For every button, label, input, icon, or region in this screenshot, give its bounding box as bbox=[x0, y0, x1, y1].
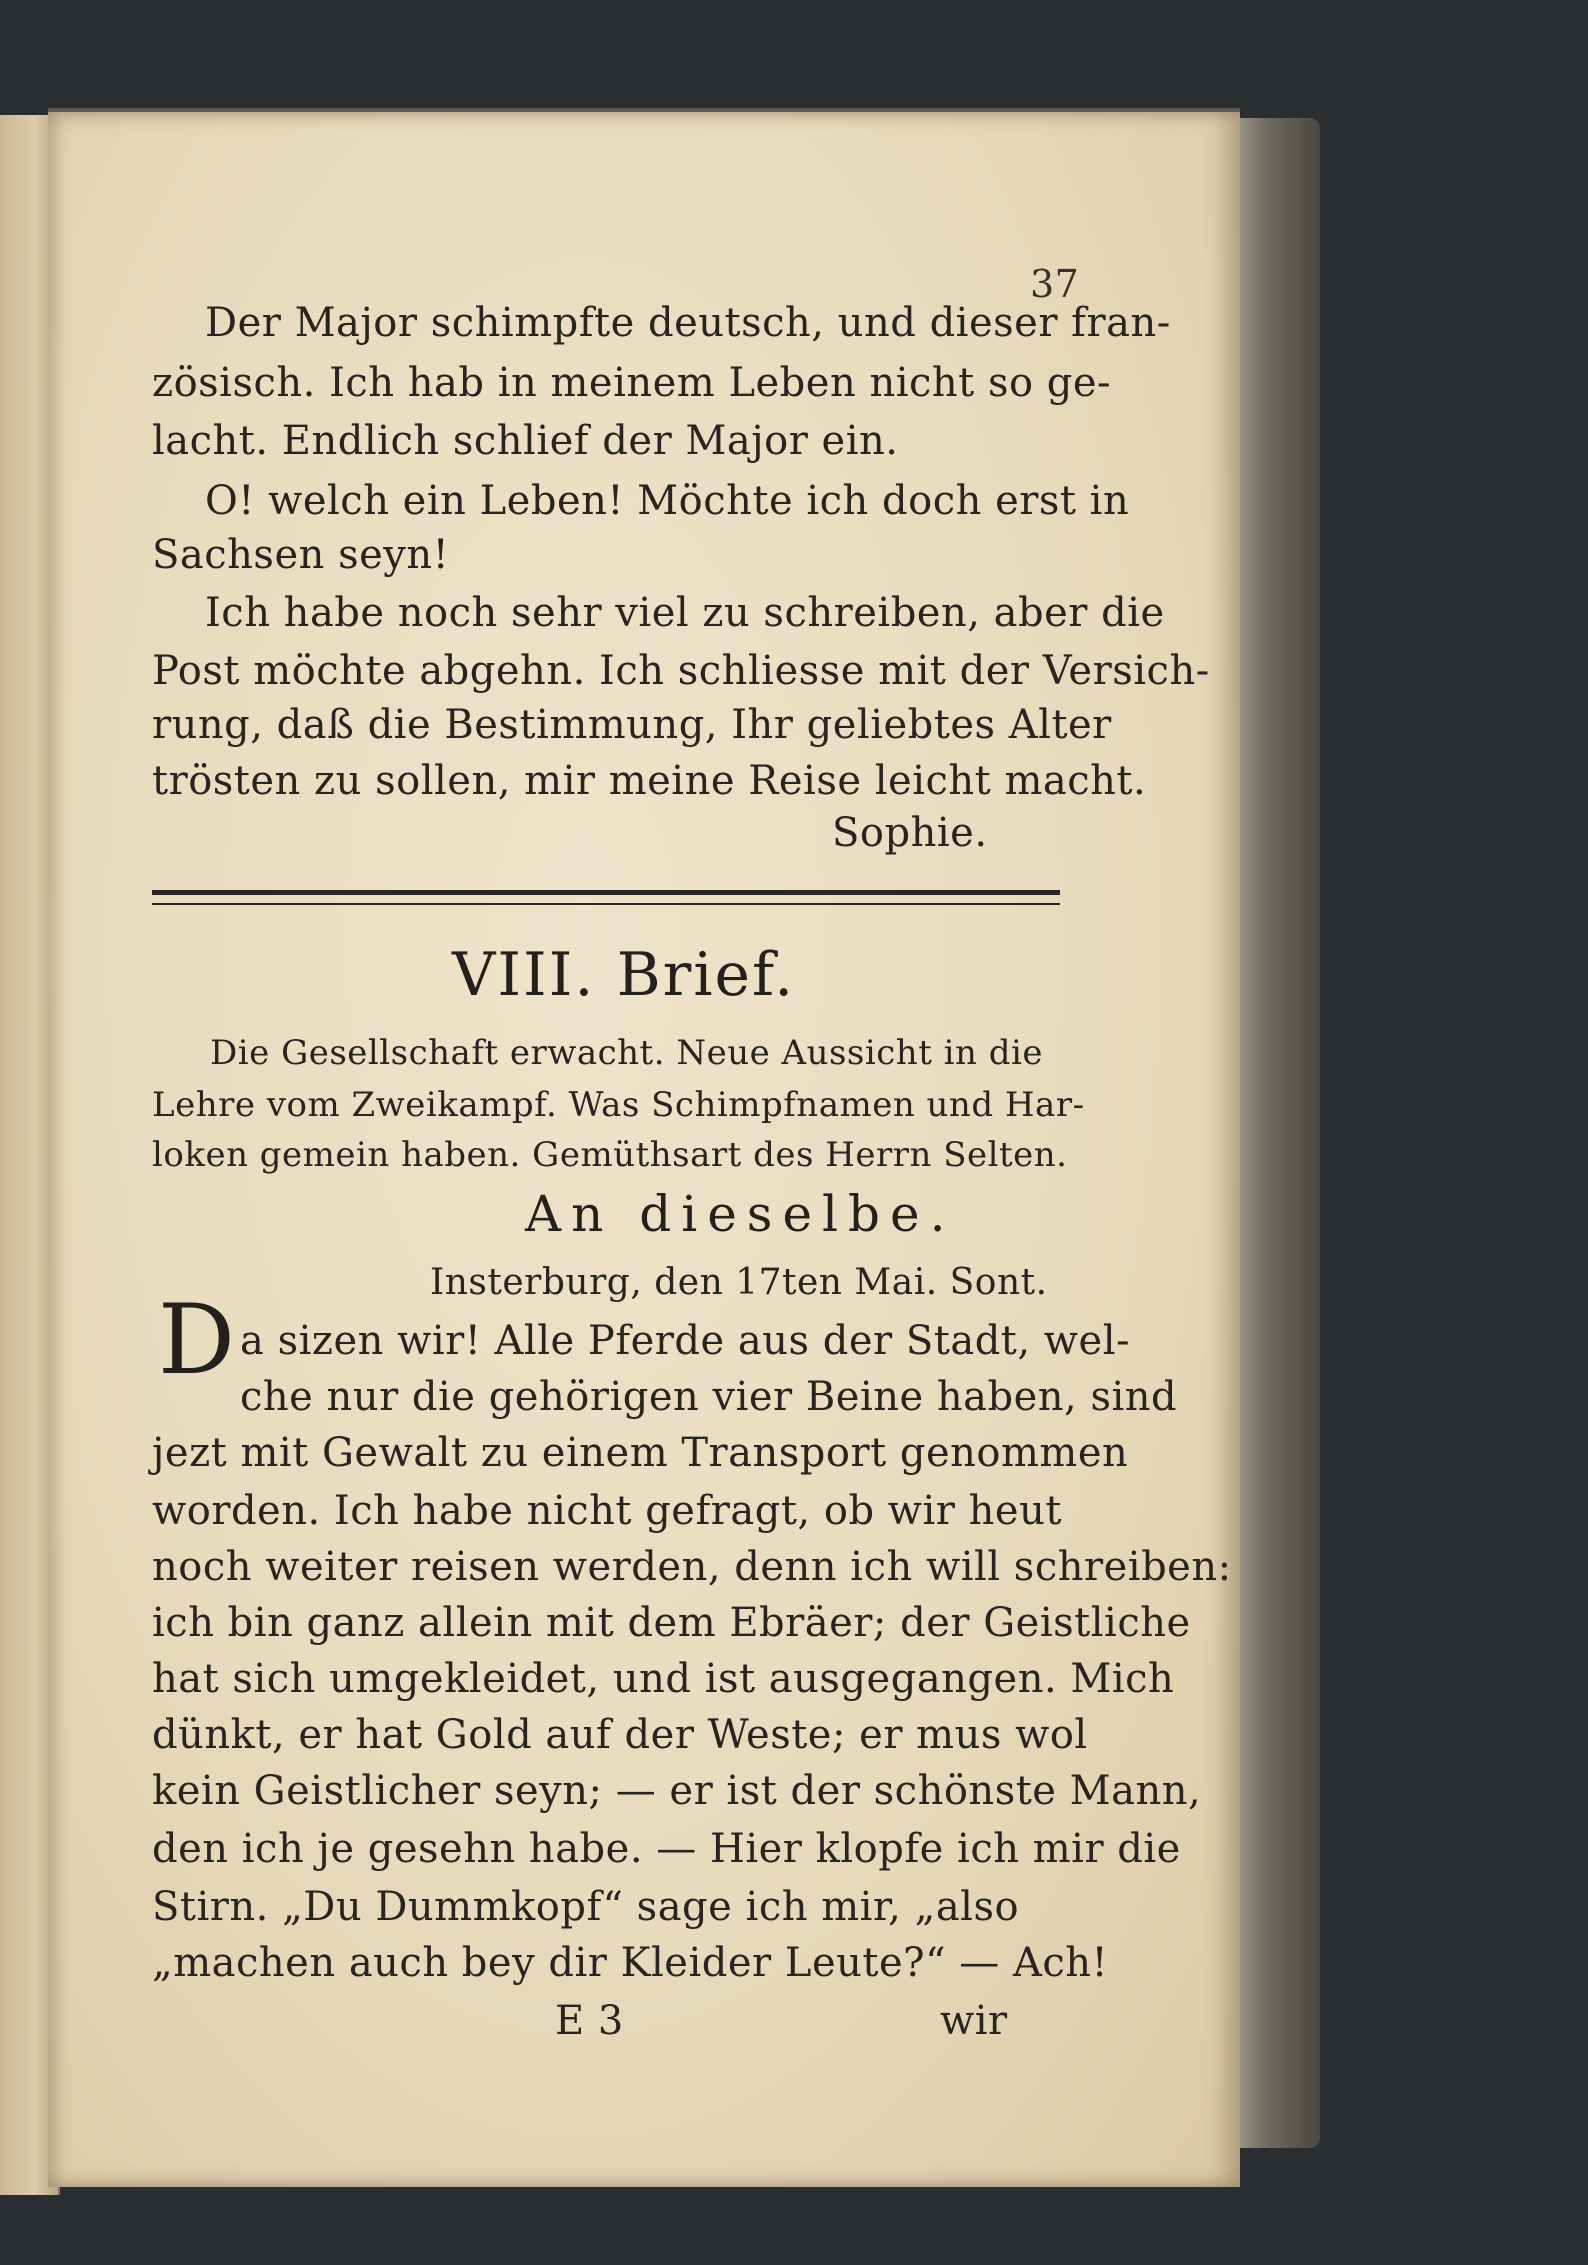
catchword: wir bbox=[940, 1998, 1008, 2044]
text-line: Ich habe noch sehr viel zu schreiben, aber die bbox=[205, 590, 1165, 636]
drop-cap: D bbox=[158, 1284, 235, 1396]
body-line: den ich je gesehn habe. — Hier klopfe ich mir die bbox=[152, 1826, 1181, 1872]
summary-line: loken gemein haben. Gemüthsart des Herrn Selten. bbox=[152, 1135, 1068, 1175]
text-line: trösten zu sollen, mir meine Reise leicht macht. bbox=[152, 758, 1147, 804]
body-line: jezt mit Gewalt zu einem Transport genommen bbox=[152, 1430, 1129, 1476]
body-line: „machen auch bey dir Kleider Leute?“ — Ach! bbox=[152, 1940, 1109, 1986]
summary-line: Lehre vom Zweikampf. Was Schimpfnamen und Har- bbox=[152, 1085, 1085, 1125]
body-line: ich bin ganz allein mit dem Ebräer; der Geistliche bbox=[152, 1600, 1191, 1646]
divider-rule-thin bbox=[152, 903, 1060, 905]
text-line: zösisch. Ich hab in meinem Leben nicht so ge- bbox=[152, 360, 1112, 406]
text-line: O! welch ein Leben! Möchte ich doch erst in bbox=[205, 478, 1130, 524]
summary-line: Die Gesellschaft erwacht. Neue Aussicht in die bbox=[210, 1033, 1044, 1073]
page-number: 37 bbox=[1030, 262, 1080, 306]
signature: Sophie. bbox=[832, 810, 988, 856]
body-line: worden. Ich habe nicht gefragt, ob wir heut bbox=[152, 1488, 1062, 1534]
dateline: Insterburg, den 17ten Mai. Sont. bbox=[430, 1262, 1048, 1303]
body-line: kein Geistlicher seyn; — er ist der schönste Mann, bbox=[152, 1768, 1202, 1814]
letter-address: An dieselbe. bbox=[525, 1185, 956, 1243]
letter-heading: VIII. Brief. bbox=[452, 940, 796, 1010]
text-line: Post möchte abgehn. Ich schliesse mit der Versich- bbox=[152, 648, 1210, 694]
body-line: hat sich umgekleidet, und ist ausgegangen. Mich bbox=[152, 1656, 1175, 1702]
body-line: a sizen wir! Alle Pferde aus der Stadt, wel- bbox=[240, 1318, 1131, 1364]
text-line: rung, daß die Bestimmung, Ihr geliebtes Alter bbox=[152, 702, 1112, 748]
body-line: Stirn. „Du Dummkopf“ sage ich mir, „also bbox=[152, 1884, 1020, 1930]
text-line: lacht. Endlich schlief der Major ein. bbox=[152, 418, 899, 464]
book-fore-edge bbox=[1232, 118, 1320, 2148]
text-line: Der Major schimpfte deutsch, und dieser fran- bbox=[205, 300, 1171, 346]
body-line: che nur die gehörigen vier Beine haben, sind bbox=[240, 1374, 1178, 1420]
signature-mark: E 3 bbox=[555, 1998, 624, 2044]
body-line: dünkt, er hat Gold auf der Weste; er mus wol bbox=[152, 1712, 1088, 1758]
text-line: Sachsen seyn! bbox=[152, 532, 450, 578]
divider-rule bbox=[152, 890, 1060, 895]
body-line: noch weiter reisen werden, denn ich will schreiben: bbox=[152, 1544, 1232, 1590]
